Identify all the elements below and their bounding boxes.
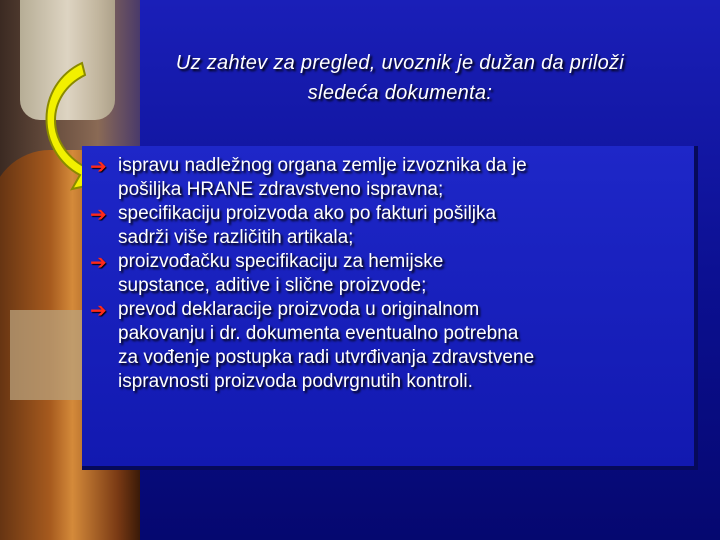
right-arrow-icon: ➔ — [90, 202, 107, 226]
right-arrow-icon: ➔ — [90, 250, 107, 274]
title-line: Uz zahtev za pregled, uvoznik je dužan da priloži — [175, 52, 625, 74]
bullet-text — [118, 202, 496, 250]
bullet-line: ispravnosti proizvoda podvrgnutih kontroli. — [118, 371, 473, 392]
bullet-item — [90, 298, 688, 394]
bullet-text — [118, 154, 527, 202]
bullet-line: specifikaciju proizvoda ako po fakturi pošiljka — [118, 203, 497, 224]
content-box — [82, 146, 698, 470]
bullet-line: za vođenje postupka radi utvrđivanja zdravstvene — [118, 347, 535, 368]
bullet-line: sadrži više različitih artikala; — [118, 227, 354, 248]
bullet-line: pošiljka HRANE zdravstveno ispravna; — [118, 179, 444, 200]
bullet-line: prevod deklaracije proizvoda u originalnom — [118, 299, 480, 320]
title-line: sledeća dokumenta: — [307, 82, 493, 104]
bullet-item — [90, 202, 688, 250]
bullet-item — [90, 250, 688, 298]
slide-title — [100, 48, 700, 108]
bullet-line: proizvođačku specifikaciju za hemijske — [118, 251, 444, 272]
bullet-text — [118, 298, 534, 394]
right-arrow-icon: ➔ — [90, 298, 107, 322]
bullet-item — [90, 154, 688, 202]
bullet-line: ispravu nadležnog organa zemlje izvoznika da je — [118, 155, 527, 176]
bullet-line: supstance, aditive i slične proizvode; — [118, 275, 427, 296]
bullet-line: pakovanju i dr. dokumenta eventualno potrebna — [118, 323, 519, 344]
bullet-list — [82, 146, 694, 394]
bullet-text — [118, 250, 443, 298]
right-arrow-icon: ➔ — [90, 154, 107, 178]
